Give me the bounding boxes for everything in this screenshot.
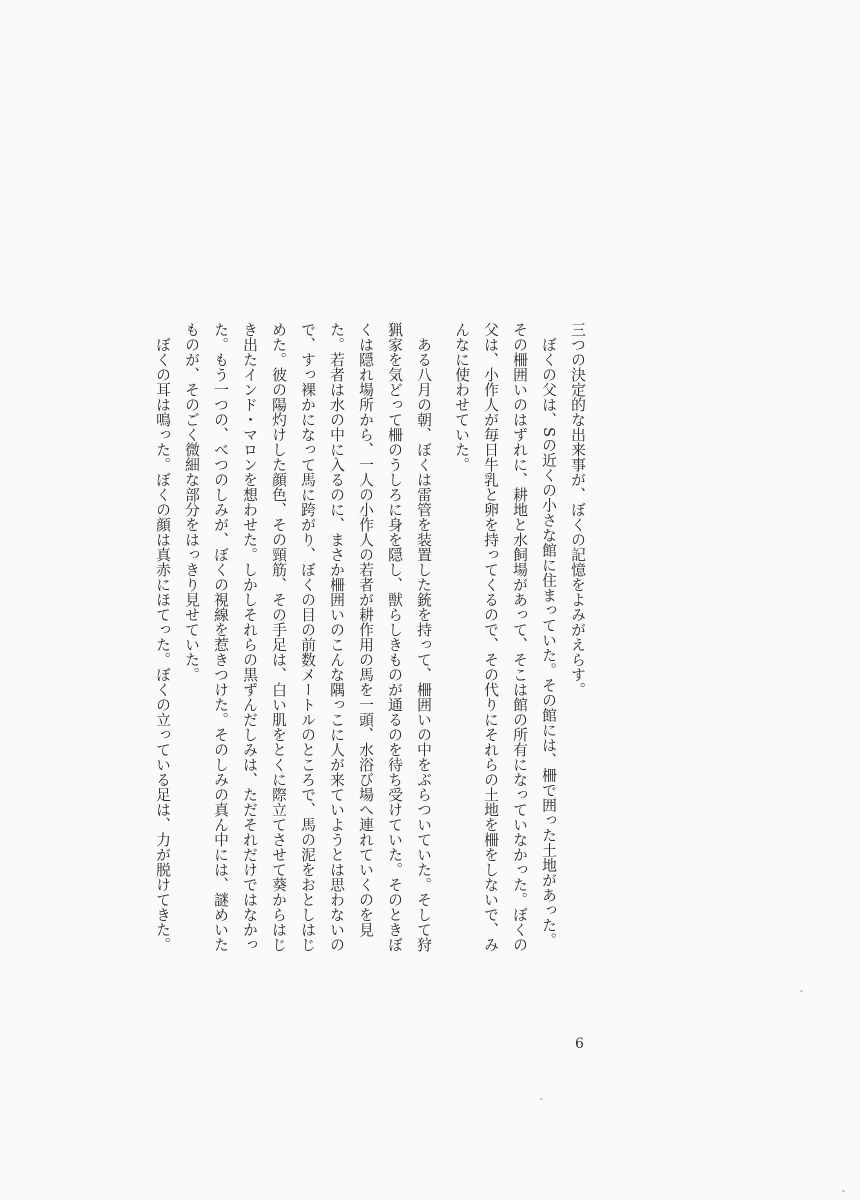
page-number: 6: [575, 1036, 584, 1052]
paragraph-4: ぼくの耳は鳴った。ぼくの顔は真赤にほてった。ぼくの立っている足は、力が脱けてきた。: [154, 336, 171, 952]
scan-speck: [800, 990, 803, 992]
scan-speck: [540, 1098, 543, 1100]
scan-speck: [842, 1190, 845, 1192]
body-text: [148, 322, 592, 952]
paragraph-2: ぼくの父は、Sの近くの小さな館に住まっていた。その館には、柵で囲った土地があった。その柵囲いのはずれに、耕地と水飼場があって、そこは館の所有になっていなかった。ぼくの父は、小作人が毎日牛乳と卵を持ってくるので、その代りにそれらの土地を柵をしないで、みんなに使わせていた。: [453, 322, 557, 952]
paragraph-3: ある八月の朝、ぼくは雷管を装置した銃を持って、柵囲いの中をぶらついていた。そして狩猟家を気どって柵のうしろに身を隠し、獣らしきものが通るのを待ち受けていた。そのときぼくは隠れ場所から、一人の小作人の若者が耕作用の馬を一頭、水浴び場へ連れていくのを見た。若者は水の中に入るのに、まさか柵囲いのこんな隅っこに人が来ていようとは思わないので、すっ裸かになって馬に跨がり、ぼくの目の前数メートルのところで、馬の泥をおとしはじめた。彼の陽灼けした顔色、その頸筋、その手足は、白い肌をとくに際立てさせて葵からはじき出たインド・マロンを想わせた。しかしそれらの黒ずんだしみは、ただそれだけではなかった。もう一つの、べつのしみが、ぼくの視線を惹きつけた。そのしみの真ん中には、謎めいたものが、そのごく微細な部分をはっきり見せていた。: [183, 322, 432, 952]
paragraph-1: 三つの決定的な出来事が、ぼくの記憶をよみがえらす。: [569, 322, 586, 697]
